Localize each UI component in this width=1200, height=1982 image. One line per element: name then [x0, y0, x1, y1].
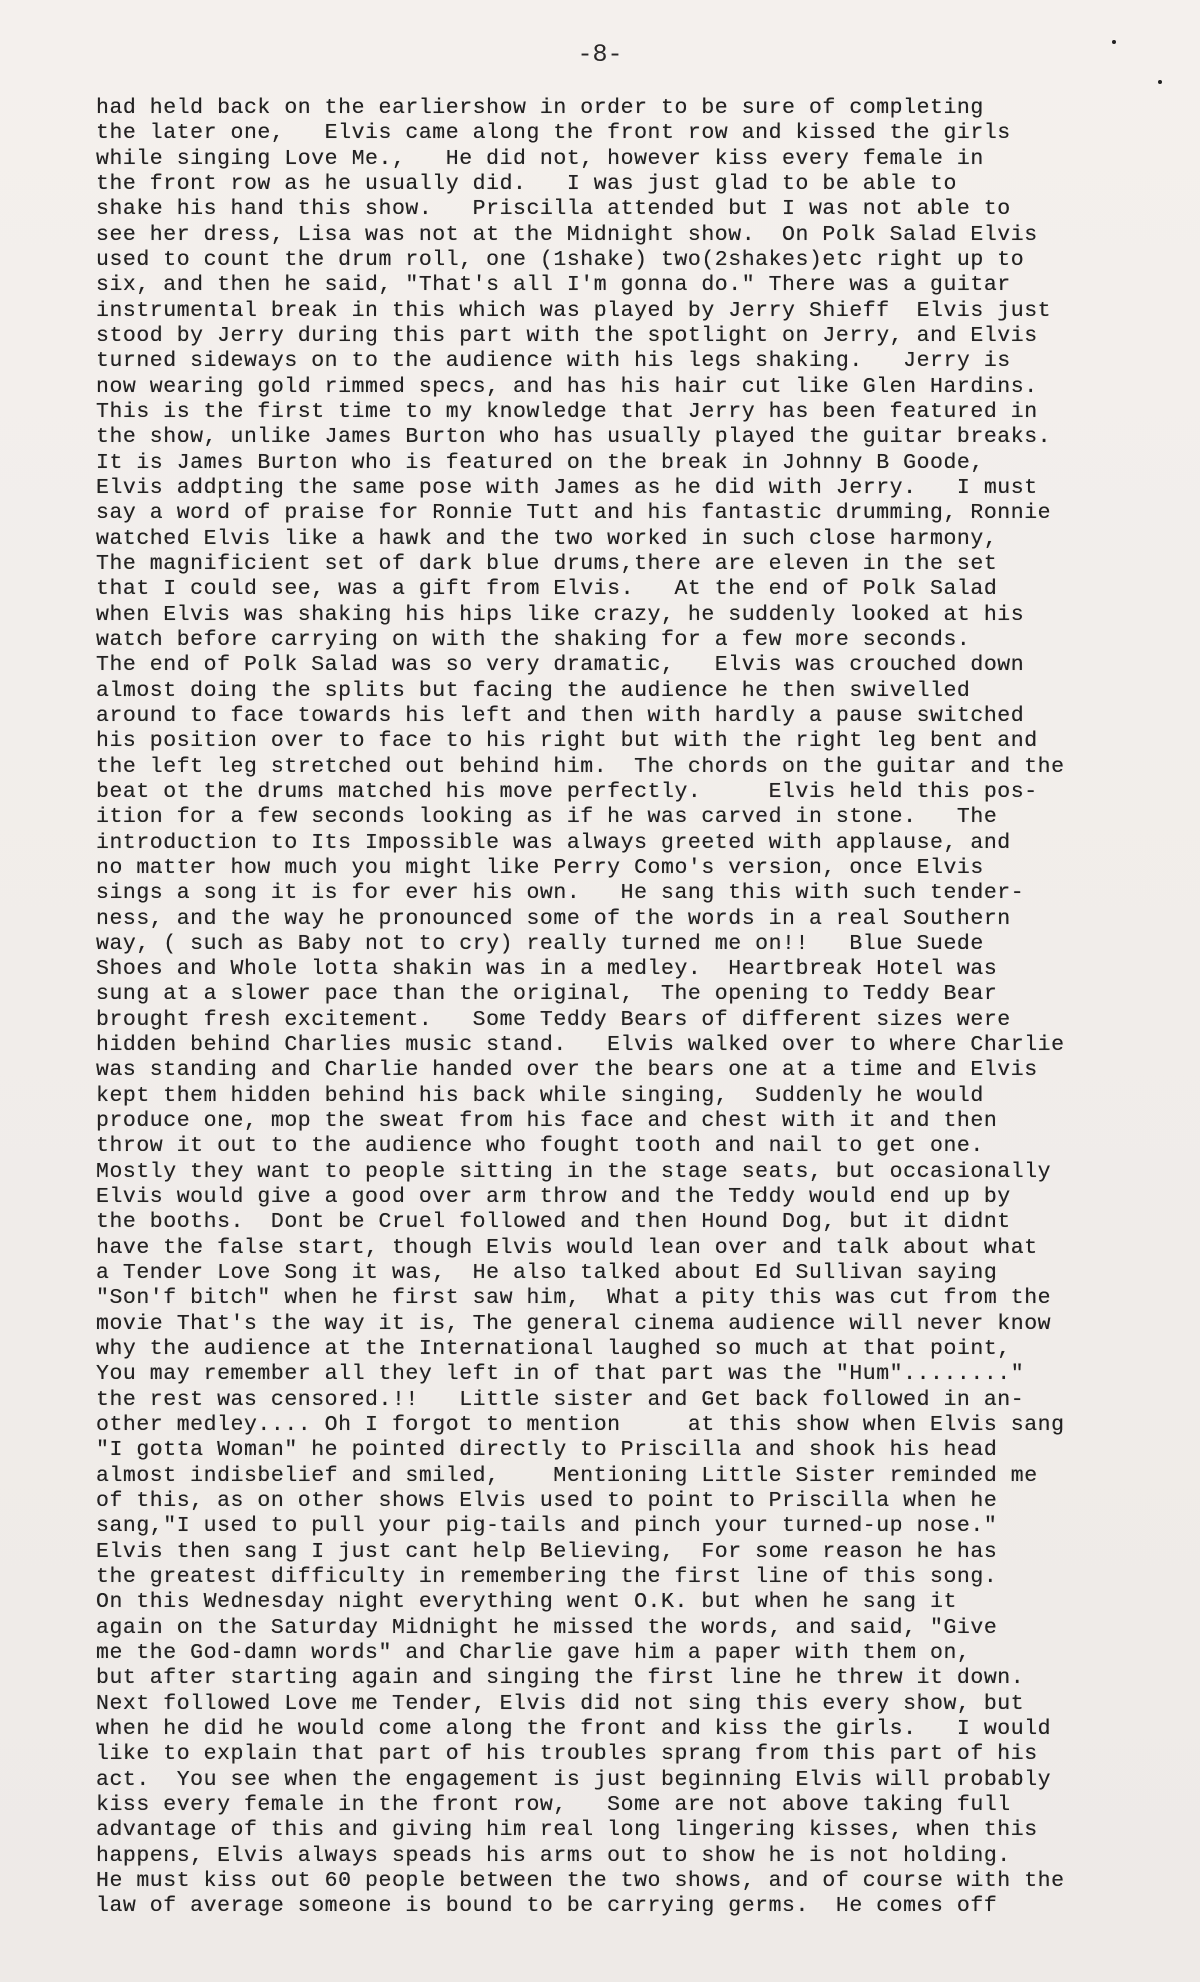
text-line: hidden behind Charlies music stand. Elvis walked over to where Charlie — [96, 1033, 1065, 1058]
text-line: had held back on the earliershow in order to be sure of completing — [96, 96, 984, 120]
text-line: see her dress, Lisa was not at the Midnight show. On Polk Salad Elvis — [96, 222, 1038, 247]
text-line: Shoes and Whole lotta shakin was in a medley. Heartbreak Hotel was — [96, 957, 998, 982]
text-line: was standing and Charlie handed over the bears one at a time and Elvis — [96, 1058, 1038, 1083]
text-line: act. You see when the engagement is just beginning Elvis will probably — [96, 1767, 1052, 1792]
text-line: sings a song it is for ever his own. He sang this with such tender- — [96, 881, 1025, 906]
text-line: but after starting again and singing the first line he threw it down. — [96, 1666, 1025, 1691]
text-line: no matter how much you might like Perry Como's version, once Elvis — [96, 855, 984, 880]
text-line: the show, unlike James Burton who has usually played the guitar breaks. — [96, 425, 1052, 450]
text-line: when Elvis was shaking his hips like crazy, he suddenly looked at his — [96, 602, 1025, 627]
text-line: The end of Polk Salad was so very dramatic, Elvis was crouched down — [96, 653, 1025, 678]
text-line: Mostly they want to people sitting in the stage seats, but occasionally — [96, 1159, 1052, 1184]
text-line: sung at a slower pace than the original, The opening to Teddy Bear — [96, 982, 998, 1007]
text-line: have the false start, though Elvis would lean over and talk about what — [96, 1235, 1038, 1260]
text-line: stood by Jerry during this part with the spotlight on Jerry, and Elvis — [96, 323, 1038, 348]
text-line: around to face towards his left and then with hardly a pause switched — [96, 703, 1025, 728]
text-line: movie That's the way it is, The general cinema audience will never know — [96, 1311, 1052, 1336]
text-line: You may remember all they left in of that part was the "Hum"........" — [96, 1362, 1025, 1387]
text-line: On this Wednesday night everything went O.K. but when he sang it — [96, 1590, 957, 1615]
text-line: that I could see, was a gift from Elvis. At the end of Polk Salad — [96, 577, 998, 602]
text-line: ness, and the way he pronounced some of the words in a real Southern — [96, 906, 1011, 931]
text-line: "I gotta Woman" he pointed directly to Priscilla and shook his head — [96, 1438, 998, 1463]
text-line: instrumental break in this which was played by Jerry Shieff Elvis just — [96, 298, 1052, 323]
text-line: why the audience at the International laughed so much at that point, — [96, 1337, 1011, 1362]
text-line: his position over to face to his right but with the right leg bent and — [96, 729, 1038, 754]
text-line: Elvis addpting the same pose with James as he did with Jerry. I must — [96, 475, 1038, 500]
text-line: "Son'f bitch" when he first saw him, What a pity this was cut from the — [96, 1286, 1052, 1311]
text-line: Next followed Love me Tender, Elvis did not sing this every show, but — [96, 1691, 1025, 1716]
text-line: six, and then he said, "That's all I'm gonna do." There was a guitar — [96, 273, 1011, 298]
text-line: This is the first time to my knowledge that Jerry has been featured in — [96, 399, 1038, 424]
text-line: of this, as on other shows Elvis used to point to Priscilla when he — [96, 1489, 998, 1514]
text-line: beat ot the drums matched his move perfectly. Elvis held this pos- — [96, 779, 1038, 804]
text-line: a Tender Love Song it was, He also talked about Ed Sullivan saying — [96, 1261, 998, 1286]
text-line: sang,"I used to pull your pig-tails and pinch your turned-up nose." — [96, 1514, 998, 1539]
text-line: Elvis then sang I just cant help Believing, For some reason he has — [96, 1539, 998, 1564]
text-line: the greatest difficulty in remembering the first line of this song. — [96, 1565, 998, 1590]
text-line: the rest was censored.!! Little sister and Get back followed in an- — [96, 1387, 1025, 1412]
text-line: used to count the drum roll, one (1shake) two(2shakes)etc right up to — [96, 247, 1025, 272]
text-line: happens, Elvis always speads his arms out to show he is not holding. — [96, 1843, 1011, 1868]
text-line: again on the Saturday Midnight he missed the words, and said, "Give — [96, 1615, 998, 1640]
text-line: now wearing gold rimmed specs, and has his hair cut like Glen Hardins. — [96, 374, 1038, 399]
ink-speck — [1112, 40, 1116, 44]
text-line: throw it out to the audience who fought tooth and nail to get one. — [96, 1134, 984, 1159]
text-line: brought fresh excitement. Some Teddy Bears of different sizes were — [96, 1007, 1011, 1032]
text-line: while singing Love Me., He did not, however kiss every female in — [96, 146, 984, 171]
text-line: the left leg stretched out behind him. The chords on the guitar and the — [96, 754, 1065, 779]
text-line: He must kiss out 60 people between the two shows, and of course with the — [96, 1868, 1065, 1893]
text-line: shake his hand this show. Priscilla attended but I was not able to — [96, 197, 1011, 222]
text-line: me the God-damn words" and Charlie gave him a paper with them on, — [96, 1641, 971, 1666]
text-line: produce one, mop the sweat from his face and chest with it and then — [96, 1109, 998, 1134]
text-line: ition for a few seconds looking as if he was carved in stone. The — [96, 805, 998, 830]
text-line: watch before carrying on with the shaking for a few more seconds. — [96, 627, 971, 652]
text-line: the later one, Elvis came along the front row and kissed the girls — [96, 121, 1011, 146]
page-number: -8- — [577, 40, 623, 69]
ink-speck — [1158, 80, 1162, 84]
text-line: say a word of praise for Ronnie Tutt and his fantastic drumming, Ronnie — [96, 501, 1052, 526]
text-line: almost doing the splits but facing the audience he then swivelled — [96, 678, 971, 703]
body-text — [96, 96, 1196, 1920]
text-line: the front row as he usually did. I was just glad to be able to — [96, 171, 957, 196]
text-line: kept them hidden behind his back while singing, Suddenly he would — [96, 1083, 984, 1108]
text-line: Elvis would give a good over arm throw and the Teddy would end up by — [96, 1185, 1011, 1210]
text-line: the booths. Dont be Cruel followed and then Hound Dog, but it didnt — [96, 1210, 1011, 1235]
text-line: advantage of this and giving him real long lingering kisses, when this — [96, 1818, 1038, 1843]
text-line: It is James Burton who is featured on the break in Johnny B Goode, — [96, 450, 984, 475]
text-line: introduction to Its Impossible was always greeted with applause, and — [96, 830, 1011, 855]
text-line: when he did he would come along the front and kiss the girls. I would — [96, 1717, 1052, 1741]
text-line: watched Elvis like a hawk and the two worked in such close harmony, — [96, 526, 998, 551]
text-line: law of average someone is bound to be carrying germs. He comes off — [96, 1894, 998, 1919]
text-line: like to explain that part of his troubles sprang from this part of his — [96, 1742, 1038, 1767]
text-line: way, ( such as Baby not to cry) really turned me on!! Blue Suede — [96, 931, 984, 956]
text-line: kiss every female in the front row, Some are not above taking full — [96, 1792, 1011, 1817]
text-line: The magnificient set of dark blue drums,there are eleven in the set — [96, 551, 998, 576]
text-line: almost indisbelief and smiled, Mentioning Little Sister reminded me — [96, 1463, 1038, 1488]
text-line: other medley.... Oh I forgot to mention at this show when Elvis sang — [96, 1413, 1065, 1438]
text-line: turned sideways on to the audience with his legs shaking. Jerry is — [96, 349, 1011, 374]
